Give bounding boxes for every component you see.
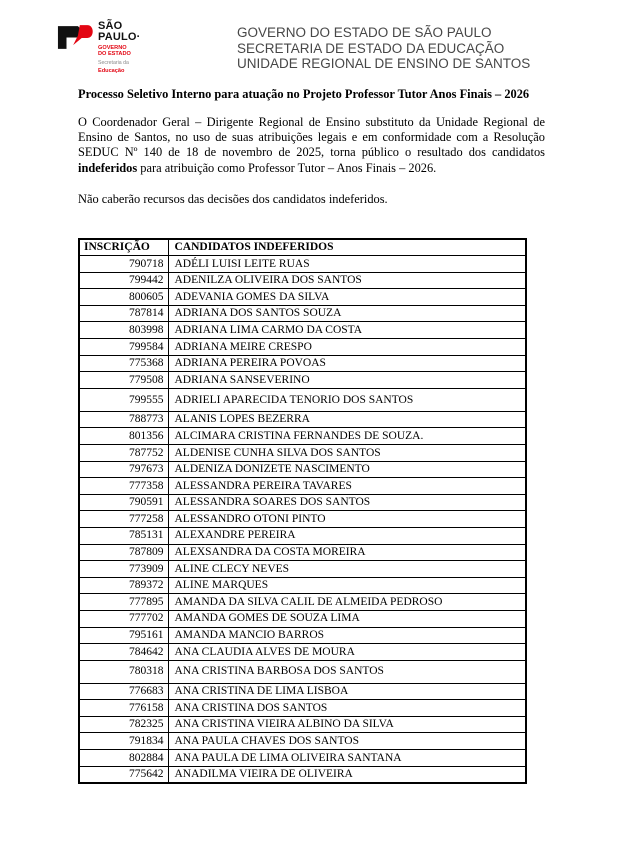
inscricao-cell: 777895 xyxy=(79,594,168,611)
table-row xyxy=(79,372,526,389)
logo-secretaria-label: Secretaria da xyxy=(98,60,129,66)
candidate-name-cell: ADRIANA SANSEVERINO xyxy=(168,372,526,389)
candidate-name-cell: ALCIMARA CRISTINA FERNANDES DE SOUZA. xyxy=(168,428,526,445)
candidate-name-cell: ANA CRISTINA BARBOSA DOS SANTOS xyxy=(168,660,526,683)
table-row xyxy=(79,527,526,544)
table-row xyxy=(79,627,526,644)
table-row xyxy=(79,660,526,683)
table-row xyxy=(79,511,526,528)
candidate-name-cell: ALEXSANDRA DA COSTA MOREIRA xyxy=(168,544,526,561)
table-row xyxy=(79,544,526,561)
candidate-name-cell: ALINE MARQUES xyxy=(168,577,526,594)
inscricao-cell: 790718 xyxy=(79,256,168,273)
candidate-name-cell: ANA PAULA DE LIMA OLIVEIRA SANTANA xyxy=(168,750,526,767)
inscricao-cell: 775642 xyxy=(79,766,168,783)
table-row xyxy=(79,716,526,733)
candidate-name-cell: ALDENIZA DONIZETE NASCIMENTO xyxy=(168,461,526,478)
inscricao-cell: 784642 xyxy=(79,644,168,661)
logo-line-sao: SÃO xyxy=(98,20,123,32)
inscricao-cell: 802884 xyxy=(79,750,168,767)
inscricao-cell: 779508 xyxy=(79,372,168,389)
inscricao-cell: 773909 xyxy=(79,561,168,578)
table-row xyxy=(79,256,526,273)
logo-sao-paulo-wordmark xyxy=(98,21,141,42)
inscricao-cell: 787809 xyxy=(79,544,168,561)
document-body xyxy=(0,87,621,784)
table-row xyxy=(79,272,526,289)
candidate-name-cell: AMANDA DA SILVA CALIL DE ALMEIDA PEDROSO xyxy=(168,594,526,611)
inscricao-cell: 791834 xyxy=(79,733,168,750)
sp-government-logo xyxy=(57,21,179,74)
intro-paragraph-text: O Coordenador Geral – Dirigente Regional de Ensino substituto da Unidade Regional de Ensino de Santos, no uso de suas atribuições legais e em conformidade com a Resolução SEDUC Nº 140 de 18 de novembro de 2025, torna público o resultado dos candidatos xyxy=(78,114,545,160)
inscricao-cell: 799584 xyxy=(79,339,168,356)
candidate-name-cell: ANA CRISTINA DOS SANTOS xyxy=(168,700,526,717)
column-header-inscricao: INSCRIÇÃO xyxy=(79,239,168,256)
inscricao-cell: 790591 xyxy=(79,494,168,511)
candidate-name-cell: ALINE CLECY NEVES xyxy=(168,561,526,578)
table-row xyxy=(79,594,526,611)
logo-governo-do-estado-label: GOVERNO DO ESTADO xyxy=(98,45,131,57)
candidate-name-cell: ADRIANA DOS SANTOS SOUZA xyxy=(168,305,526,322)
table-row xyxy=(79,339,526,356)
document-header xyxy=(0,0,621,74)
inscricao-cell: 789372 xyxy=(79,577,168,594)
logo-text-block xyxy=(98,21,141,74)
candidate-name-cell: ANA CRISTINA DE LIMA LISBOA xyxy=(168,683,526,700)
inscricao-cell: 795161 xyxy=(79,627,168,644)
sp-logo-icon xyxy=(57,23,95,52)
candidate-name-cell: ADRIANA LIMA CARMO DA COSTA xyxy=(168,322,526,339)
candidate-name-cell: AMANDA GOMES DE SOUZA LIMA xyxy=(168,610,526,627)
table-row xyxy=(79,577,526,594)
table-row xyxy=(79,733,526,750)
candidate-name-cell: ANADILMA VIEIRA DE OLIVEIRA xyxy=(168,766,526,783)
logo-line-paulo: PAULO· xyxy=(98,30,141,43)
inscricao-cell: 776158 xyxy=(79,700,168,717)
inscricao-cell: 777258 xyxy=(79,511,168,528)
inscricao-cell: 776683 xyxy=(79,683,168,700)
inscricao-cell: 785131 xyxy=(79,527,168,544)
candidate-name-cell: ADRIANA PEREIRA POVOAS xyxy=(168,355,526,372)
candidate-name-cell: ANA PAULA CHAVES DOS SANTOS xyxy=(168,733,526,750)
logo-educacao-label: Educação xyxy=(98,67,125,74)
inscricao-cell: 782325 xyxy=(79,716,168,733)
intro-paragraph-bold-word: indeferidos xyxy=(78,160,138,175)
candidate-name-cell: ALEXANDRE PEREIRA xyxy=(168,527,526,544)
table-row xyxy=(79,388,526,411)
org-line-secretaria: SECRETARIA DE ESTADO DA EDUCAÇÃO xyxy=(237,40,505,56)
inscricao-cell: 803998 xyxy=(79,322,168,339)
inscricao-cell: 777702 xyxy=(79,610,168,627)
candidates-table-body xyxy=(79,256,526,783)
candidate-name-cell: ALESSANDRA PEREIRA TAVARES xyxy=(168,478,526,495)
table-row xyxy=(79,411,526,428)
inscricao-cell: 801356 xyxy=(79,428,168,445)
inscricao-cell: 787814 xyxy=(79,305,168,322)
table-header-row xyxy=(79,239,526,256)
table-row xyxy=(79,561,526,578)
table-row xyxy=(79,428,526,445)
candidate-name-cell: ADRIANA MEIRE CRESPO xyxy=(168,339,526,356)
table-row xyxy=(79,494,526,511)
candidate-name-cell: ADÉLI LUISI LEITE RUAS xyxy=(168,256,526,273)
table-row xyxy=(79,461,526,478)
inscricao-cell: 777358 xyxy=(79,478,168,495)
table-row xyxy=(79,305,526,322)
candidate-name-cell: AMANDA MANCIO BARROS xyxy=(168,627,526,644)
org-line-unidade: UNIDADE REGIONAL DE ENSINO DE SANTOS xyxy=(237,56,531,72)
no-appeal-paragraph: Não caberão recursos das decisões dos candidatos indeferidos. xyxy=(78,192,388,207)
table-row xyxy=(79,683,526,700)
candidate-name-cell: ALESSANDRA SOARES DOS SANTOS xyxy=(168,494,526,511)
candidate-name-cell: ALDENISE CUNHA SILVA DOS SANTOS xyxy=(168,444,526,461)
candidate-name-cell: ADENILZA OLIVEIRA DOS SANTOS xyxy=(168,272,526,289)
inscricao-cell: 799442 xyxy=(79,272,168,289)
candidate-name-cell: ALANIS LOPES BEZERRA xyxy=(168,411,526,428)
inscricao-cell: 799555 xyxy=(79,388,168,411)
inscricao-cell: 775368 xyxy=(79,355,168,372)
inscricao-cell: 800605 xyxy=(79,289,168,306)
table-row xyxy=(79,644,526,661)
inscricao-cell: 787752 xyxy=(79,444,168,461)
candidate-name-cell: ALESSANDRO OTONI PINTO xyxy=(168,511,526,528)
table-row xyxy=(79,322,526,339)
intro-paragraph-text-end: para atribuição como Professor Tutor – Anos Finais – 2026. xyxy=(137,160,437,175)
table-row xyxy=(79,700,526,717)
table-row xyxy=(79,478,526,495)
table-row xyxy=(79,750,526,767)
candidate-name-cell: ANA CLAUDIA ALVES DE MOURA xyxy=(168,644,526,661)
table-row xyxy=(79,444,526,461)
inscricao-cell: 797673 xyxy=(79,461,168,478)
candidate-name-cell: ADEVANIA GOMES DA SILVA xyxy=(168,289,526,306)
inscricao-cell: 788773 xyxy=(79,411,168,428)
candidate-name-cell: ADRIELI APARECIDA TENORIO DOS SANTOS xyxy=(168,388,526,411)
inscricao-cell: 780318 xyxy=(79,660,168,683)
column-header-candidatos-indeferidos: CANDIDATOS INDEFERIDOS xyxy=(168,239,526,256)
org-line-governo: GOVERNO DO ESTADO DE SÃO PAULO xyxy=(237,25,492,40)
intro-paragraph xyxy=(78,115,545,177)
candidates-table xyxy=(78,238,527,784)
table-row xyxy=(79,289,526,306)
org-header-text xyxy=(237,21,530,72)
table-row xyxy=(79,766,526,783)
table-row xyxy=(79,610,526,627)
document-title: Processo Seletivo Interno para atuação no Projeto Professor Tutor Anos Finais – 2026 xyxy=(78,86,530,101)
candidate-name-cell: ANA CRISTINA VIEIRA ALBINO DA SILVA xyxy=(168,716,526,733)
table-row xyxy=(79,355,526,372)
